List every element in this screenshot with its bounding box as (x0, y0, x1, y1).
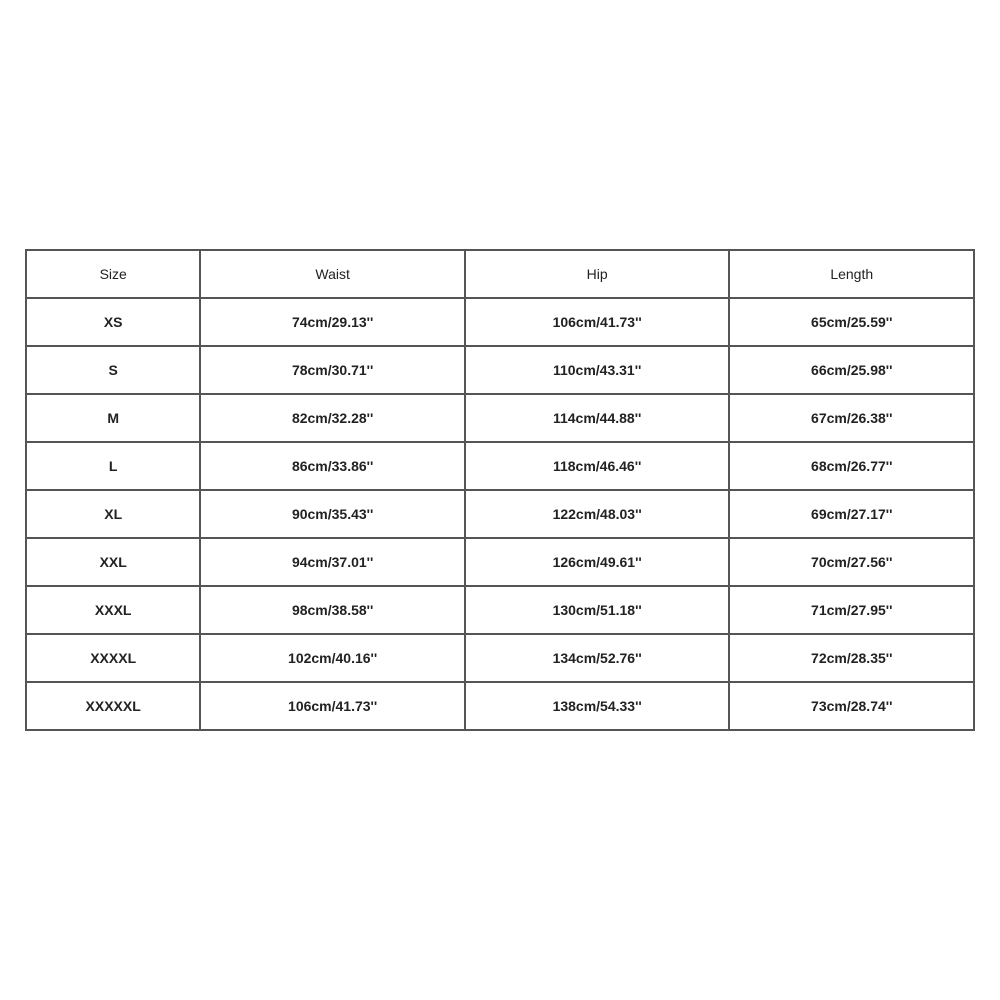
hip-cell: 118cm/46.46'' (465, 442, 730, 490)
length-cell: 65cm/25.59'' (729, 298, 974, 346)
size-chart-body (26, 298, 974, 730)
size-chart-header (26, 250, 974, 298)
header-hip: Hip (465, 250, 730, 298)
length-cell: 67cm/26.38'' (729, 394, 974, 442)
waist-cell: 90cm/35.43'' (200, 490, 465, 538)
size-cell: XXXL (26, 586, 200, 634)
table-row (26, 346, 974, 394)
hip-cell: 110cm/43.31'' (465, 346, 730, 394)
size-cell: M (26, 394, 200, 442)
length-cell: 69cm/27.17'' (729, 490, 974, 538)
table-row (26, 538, 974, 586)
waist-cell: 98cm/38.58'' (200, 586, 465, 634)
length-cell: 68cm/26.77'' (729, 442, 974, 490)
table-row (26, 634, 974, 682)
header-row (26, 250, 974, 298)
hip-cell: 114cm/44.88'' (465, 394, 730, 442)
waist-cell: 78cm/30.71'' (200, 346, 465, 394)
size-cell: L (26, 442, 200, 490)
hip-cell: 122cm/48.03'' (465, 490, 730, 538)
size-cell: XXXXL (26, 634, 200, 682)
length-cell: 73cm/28.74'' (729, 682, 974, 730)
waist-cell: 106cm/41.73'' (200, 682, 465, 730)
header-length: Length (729, 250, 974, 298)
table-row (26, 298, 974, 346)
table-row (26, 490, 974, 538)
header-size: Size (26, 250, 200, 298)
waist-cell: 82cm/32.28'' (200, 394, 465, 442)
header-waist: Waist (200, 250, 465, 298)
size-chart-table (25, 249, 975, 731)
table-row (26, 682, 974, 730)
table-row (26, 394, 974, 442)
table-row (26, 442, 974, 490)
size-cell: XXXXXL (26, 682, 200, 730)
length-cell: 70cm/27.56'' (729, 538, 974, 586)
hip-cell: 130cm/51.18'' (465, 586, 730, 634)
waist-cell: 74cm/29.13'' (200, 298, 465, 346)
length-cell: 71cm/27.95'' (729, 586, 974, 634)
waist-cell: 102cm/40.16'' (200, 634, 465, 682)
size-cell: XXL (26, 538, 200, 586)
hip-cell: 106cm/41.73'' (465, 298, 730, 346)
hip-cell: 134cm/52.76'' (465, 634, 730, 682)
table-row (26, 586, 974, 634)
waist-cell: 94cm/37.01'' (200, 538, 465, 586)
length-cell: 66cm/25.98'' (729, 346, 974, 394)
size-cell: XL (26, 490, 200, 538)
waist-cell: 86cm/33.86'' (200, 442, 465, 490)
size-cell: XS (26, 298, 200, 346)
hip-cell: 138cm/54.33'' (465, 682, 730, 730)
size-cell: S (26, 346, 200, 394)
hip-cell: 126cm/49.61'' (465, 538, 730, 586)
length-cell: 72cm/28.35'' (729, 634, 974, 682)
